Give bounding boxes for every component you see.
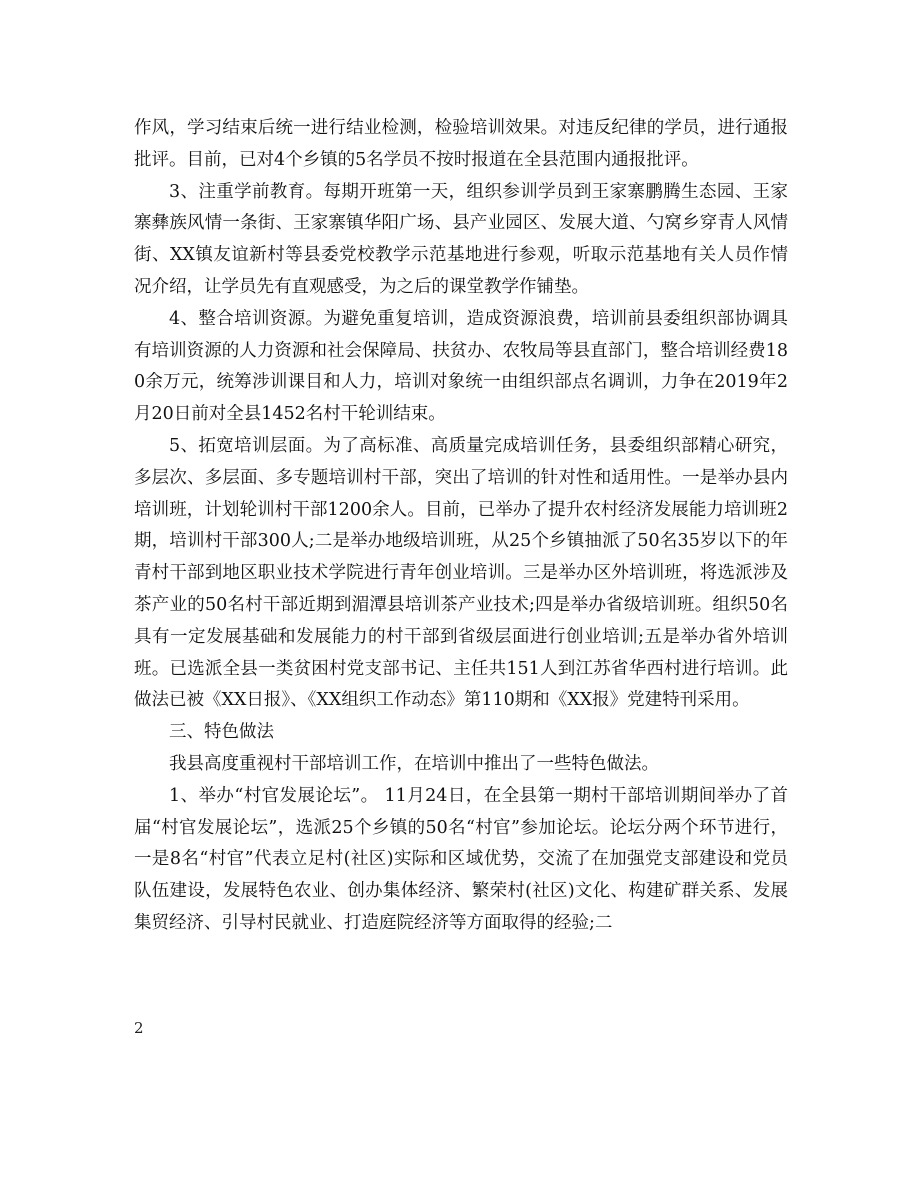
- paragraph-3: 4、整合培训资源。为避免重复培训，造成资源浪费，培训前县委组织部协调具有培训资源的人力资源和社会保障局、扶贫办、农牧局等县直部门，整合培训经费180余万元，统筹涉训课目和人力，培训对象统一由组织部点名调训，力争在2019年2月20日前对全县1452名村干轮训结束。: [134, 308, 788, 425]
- document-body: [134, 113, 788, 940]
- paragraph-1: 作风，学习结束后统一进行结业检测，检验培训效果。对违反纪律的学员，进行通报批评。目前，已对4个乡镇的5名学员不按时报道在全县范围内通报批评。: [134, 118, 788, 170]
- paragraph-4: 5、拓宽培训层面。为了高标准、高质量完成培训任务，县委组织部精心研究，多层次、多层面、多专题培训村干部，突出了培训的针对性和适用性。一是举办县内培训班，计划轮训村干部1200余人。目前，已举办了提升农村经济发展能力培训班2期，培训村干部300人;二是举办地级培训班，从25个乡镇抽派了50名35岁以下的年青村干部到地区职业技术学院进行青年创业培训。三是举办区外培训班，将选派涉及茶产业的50名村干部近期到湄潭县培训茶产业技术;四是举办省级培训班。组织50名具有一定发展基础和发展能力的村干部到省级层面进行创业培训;五是举办省外培训班。已选派全县一类贫困村党支部书记、主任共151人到江苏省华西村进行培训。此做法已被《XX日报》、《XX组织工作动态》第110期和《XX报》党建特刊采用。: [134, 435, 788, 711]
- paragraph-5: 我县高度重视村干部培训工作，在培训中推出了一些特色做法。: [169, 753, 659, 774]
- paragraph-6: 1、举办“村官发展论坛”。 11月24日，在全县第一期村干部培训期间举办了首届“村官发展论坛”，选派25个乡镇的50名“村官”参加论坛。论坛分两个环节进行，一是8名“村官”代表立足村(社区)实际和区域优势，交流了在加强党支部建设和党员队伍建设，发展特色农业、创办集体经济、繁荣村(社区)文化、构建矿群关系、发展集贸经济、引导村民就业、打造庭院经济等方面取得的经验;二: [134, 785, 788, 933]
- paragraph-2: 3、注重学前教育。每期开班第一天，组织参训学员到王家寨鹏腾生态园、王家寨彝族风情一条街、王家寨镇华阳广场、县产业园区、发展大道、勺窝乡穿青人风情街、XX镇友谊新村等县委党校教学示范基地进行参观，听取示范基地有关人员作情况介绍，让学员先有直观感受，为之后的课堂教学作铺垫。: [134, 181, 788, 297]
- section-heading: 三、特色做法: [169, 722, 274, 743]
- page-number: 2: [134, 1019, 144, 1037]
